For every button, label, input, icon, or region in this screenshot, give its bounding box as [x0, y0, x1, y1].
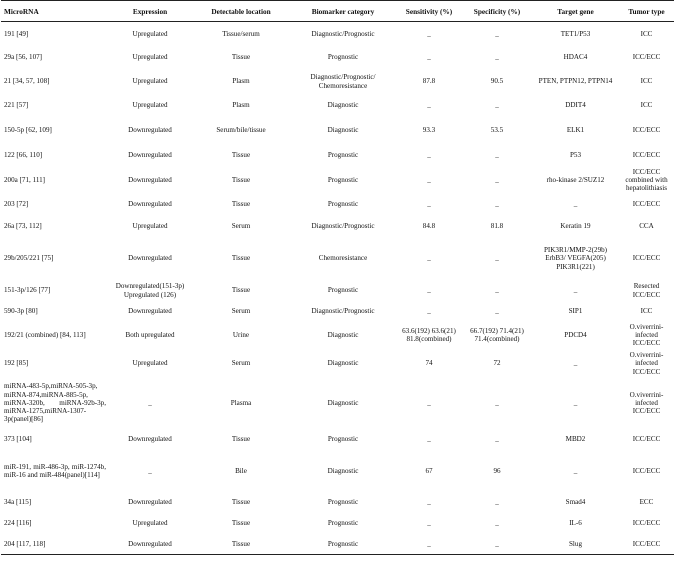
- table-row: [1, 94, 674, 118]
- cell-specificity: _: [495, 286, 499, 295]
- cell-target-gene: _: [573, 199, 578, 208]
- cell-target-gene: Slug: [532, 534, 619, 555]
- cell-specificity: _: [495, 53, 499, 62]
- cell-category: Prognostic: [327, 53, 359, 62]
- cell-specificity: _: [495, 398, 499, 407]
- table-row: [1, 118, 674, 143]
- cell-microrna: 29b/205/221 [75]: [4, 254, 54, 263]
- cell-tumor-type: ICC/ECC: [632, 199, 661, 208]
- cell-category: Prognostic: [327, 150, 359, 159]
- cell-tumor-type: ECC: [639, 497, 654, 506]
- table-row: [1, 513, 674, 534]
- cell-category: Prognostic: [327, 286, 359, 295]
- cell-microrna: 122 [66, 110]: [4, 150, 43, 159]
- cell-tumor-type: ICC: [640, 101, 653, 110]
- cell-expression: Upregulated: [132, 77, 168, 86]
- cell-sensitivity: _: [427, 175, 431, 184]
- cell-tumor-type: ICC: [640, 29, 653, 38]
- cell-target-gene: Keratin 19: [560, 222, 591, 231]
- cell-specificity: _: [495, 435, 499, 444]
- table-row: [1, 216, 674, 238]
- cell-location: Tissue: [231, 435, 251, 444]
- cell-microrna: 590-3p [80]: [4, 306, 38, 315]
- cell-specificity: _: [495, 518, 499, 527]
- cell-category: Prognostic: [327, 497, 359, 506]
- cell-microrna: 204 [117, 118]: [1, 534, 108, 555]
- cell-target-gene: Smad4: [565, 497, 586, 506]
- cell-microrna: 29a [56, 107]: [4, 53, 43, 62]
- cell-sensitivity: _: [427, 518, 431, 527]
- cell-specificity: _: [495, 306, 499, 315]
- cell-tumor-type: ICC/ECC: [632, 518, 661, 527]
- microrna-biomarker-table: [1, 0, 674, 555]
- cell-location: Plasma: [230, 398, 252, 407]
- cell-tumor-type: ICC: [640, 306, 653, 315]
- cell-microrna: 34a [115]: [4, 497, 32, 506]
- cell-specificity: _: [495, 254, 499, 263]
- cell-sensitivity: _: [427, 254, 431, 263]
- cell-expression: Upregulated: [132, 101, 168, 110]
- cell-microrna: 203 [72]: [4, 199, 29, 208]
- cell-location: Serum: [231, 222, 251, 231]
- cell-specificity: _: [495, 29, 499, 38]
- cell-microrna: miR-191, miR-486-3p, miR-1274b, miR-16 and miR-484(panel)[114]: [4, 462, 106, 479]
- header-tumor-type: Tumor type: [619, 1, 674, 22]
- cell-specificity: _: [495, 101, 499, 110]
- cell-category: Diagnostic: [327, 398, 359, 407]
- cell-expression: Upregulated: [132, 359, 168, 368]
- cell-tumor-type: ICC/ECC: [632, 150, 661, 159]
- table-row: [1, 22, 674, 46]
- cell-category: Diagnostic: [327, 359, 359, 368]
- table-row: [1, 143, 674, 168]
- cell-specificity: 66.7(192) 71.4(21) 71.4(combined): [470, 326, 524, 343]
- cell-specificity: _: [495, 175, 499, 184]
- cell-expression: _: [148, 466, 152, 475]
- cell-sensitivity: 84.8: [422, 222, 436, 231]
- cell-location: Tissue: [231, 150, 251, 159]
- cell-tumor-type: O.viverrini-infected ICC/ECC: [629, 390, 664, 416]
- cell-tumor-type: ICC/ECC: [632, 254, 661, 263]
- cell-specificity: _: [462, 534, 532, 555]
- cell-target-gene: PDCD4: [564, 330, 587, 339]
- cell-target-gene: PIK3R1/MMP-2(29b) ErbB3/ VEGFA(205) PIK3R1(221): [543, 246, 608, 271]
- cell-sensitivity: 74: [425, 359, 433, 368]
- cell-sensitivity: _: [427, 101, 431, 110]
- cell-target-gene: _: [573, 398, 578, 407]
- cell-target-gene: MBD2: [565, 435, 586, 444]
- cell-target-gene: _: [573, 286, 578, 295]
- cell-tumor-type: ICC/ECC: [632, 53, 661, 62]
- cell-category: Diagnostic/Prognostic: [311, 222, 375, 231]
- cell-microrna: 373 [104]: [4, 435, 32, 444]
- cell-expression: Downregulated: [128, 150, 172, 159]
- cell-location: Serum: [231, 306, 251, 315]
- cell-target-gene: _: [573, 359, 578, 368]
- cell-expression: Upregulated: [132, 518, 168, 527]
- cell-expression: Both upregulated: [125, 330, 175, 339]
- cell-category: Diagnostic/Prognostic: [311, 29, 375, 38]
- cell-category: Diagnostic: [327, 125, 359, 134]
- cell-location: Tissue: [231, 286, 251, 295]
- header-expression: Expression: [108, 1, 192, 22]
- cell-expression: Downregulated: [128, 254, 172, 263]
- cell-tumor-type: O.viverrini-infected ICC/ECC: [629, 351, 664, 376]
- cell-category: Diagnostic/Prognostic/ Chemoresistance: [310, 73, 376, 90]
- cell-location: Serum/bile/tissue: [216, 125, 266, 134]
- cell-microrna: miRNA-483-5p,miRNA-505-3p, miRNA-874,miRNA-885-5p, miRNA-320b, miRNA-92b-3p, miRNA-1275,miRNA-1307-3p(panel)[86]: [4, 382, 106, 424]
- cell-location: Tissue/serum: [222, 29, 260, 38]
- table-row: [1, 534, 674, 555]
- cell-location: Tissue: [192, 534, 290, 555]
- cell-location: Tissue: [231, 175, 251, 184]
- cell-sensitivity: _: [427, 306, 431, 315]
- cell-sensitivity: _: [427, 286, 431, 295]
- cell-tumor-type: CCA: [639, 222, 654, 231]
- cell-microrna: 191 [49]: [4, 29, 29, 38]
- cell-category: Diagnostic: [327, 330, 359, 339]
- cell-target-gene: PTEN, PTPN12, PTPN14: [538, 77, 613, 86]
- cell-sensitivity: _: [427, 150, 431, 159]
- cell-sensitivity: _: [396, 534, 462, 555]
- cell-location: Serum: [231, 359, 251, 368]
- cell-microrna: 221 [57]: [4, 101, 29, 110]
- header-specificity: Specificity (%): [462, 1, 532, 22]
- table-row: [1, 451, 674, 492]
- cell-sensitivity: 63.6(192) 63.6(21) 81.8(combined): [402, 326, 456, 343]
- cell-sensitivity: _: [427, 29, 431, 38]
- cell-target-gene: rho-kinase 2/SUZ12: [546, 175, 605, 184]
- table-header-row: [1, 1, 674, 22]
- cell-expression: Downregulated: [128, 199, 172, 208]
- cell-target-gene: TET1/P53: [560, 29, 591, 38]
- cell-sensitivity: _: [427, 497, 431, 506]
- cell-sensitivity: 87.8: [422, 77, 436, 86]
- table-row: [1, 378, 674, 429]
- header-biomarker-category: Biomarker category: [290, 1, 396, 22]
- cell-sensitivity: 67: [425, 466, 433, 475]
- cell-microrna: 21 [34, 57, 108]: [4, 77, 50, 86]
- cell-target-gene: IL-6: [569, 518, 582, 527]
- table-row: [1, 238, 674, 280]
- cell-expression: Upregulated: [132, 53, 168, 62]
- cell-expression: Downregulated: [128, 435, 172, 444]
- cell-category: Prognostic: [290, 534, 396, 555]
- cell-location: Bile: [235, 466, 247, 475]
- header-target-gene: Target gene: [532, 1, 619, 22]
- cell-target-gene: DDIT4: [565, 101, 586, 110]
- cell-microrna: 26a [73, 112]: [4, 222, 42, 231]
- cell-location: Tissue: [231, 199, 251, 208]
- cell-tumor-type: ICC/ECC combined with hepatolithiasis: [625, 167, 668, 193]
- cell-expression: Downregulated: [128, 175, 172, 184]
- cell-category: Diagnostic: [327, 466, 359, 475]
- cell-target-gene: ELK1: [566, 125, 585, 134]
- cell-location: Tissue: [231, 53, 251, 62]
- table-row: [1, 168, 674, 193]
- cell-category: Prognostic: [327, 175, 359, 184]
- cell-location: Tissue: [231, 518, 251, 527]
- cell-category: Diagnostic/Prognostic: [311, 306, 375, 315]
- cell-microrna: 192/21 (combined) [84, 113]: [4, 330, 86, 339]
- cell-specificity: _: [495, 199, 499, 208]
- cell-target-gene: _: [573, 466, 578, 475]
- cell-location: Urine: [232, 330, 250, 339]
- table-row: [1, 280, 674, 302]
- cell-microrna: 192 [85]: [4, 359, 29, 368]
- table-row: [1, 70, 674, 94]
- cell-sensitivity: 93.3: [422, 125, 436, 134]
- cell-tumor-type: ICC/ECC: [632, 466, 661, 475]
- cell-specificity: 72: [493, 359, 501, 368]
- header-sensitivity: Sensitivity (%): [396, 1, 462, 22]
- cell-expression: Downregulated: [128, 306, 172, 315]
- cell-sensitivity: _: [427, 398, 431, 407]
- cell-expression: _: [148, 398, 152, 407]
- cell-category: Chemoresistance: [318, 254, 368, 263]
- cell-target-gene: SIP1: [568, 306, 583, 315]
- cell-category: Prognostic: [327, 518, 359, 527]
- cell-specificity: _: [495, 150, 499, 159]
- cell-location: Plasm: [232, 101, 250, 110]
- cell-expression: Downregulated(151-3p) Upregulated (126): [115, 282, 185, 299]
- cell-location: Plasm: [232, 77, 250, 86]
- table-row: [1, 429, 674, 451]
- cell-expression: Upregulated: [132, 29, 168, 38]
- table-row: [1, 492, 674, 513]
- table-row: [1, 302, 674, 321]
- header-microrna: MicroRNA: [1, 1, 108, 22]
- cell-expression: Downregulated: [108, 534, 192, 555]
- cell-sensitivity: _: [427, 199, 431, 208]
- cell-specificity: 90.5: [490, 77, 504, 86]
- header-detectable-location: Detectable location: [192, 1, 290, 22]
- cell-microrna: 200a [71, 111]: [4, 175, 46, 184]
- cell-category: Prognostic: [327, 199, 359, 208]
- cell-tumor-type: O.viverrini-infected ICC/ECC: [629, 322, 664, 348]
- cell-microrna: 150-5p [62, 109]: [4, 125, 52, 134]
- cell-specificity: 81.8: [490, 222, 504, 231]
- cell-microrna: 224 [116]: [4, 518, 32, 527]
- cell-tumor-type: Resected ICC/ECC: [632, 282, 661, 299]
- cell-category: Prognostic: [327, 435, 359, 444]
- cell-sensitivity: _: [427, 53, 431, 62]
- cell-specificity: 96: [493, 466, 501, 475]
- cell-target-gene: P53: [569, 150, 582, 159]
- cell-location: Tissue: [231, 254, 251, 263]
- cell-tumor-type: ICC/ECC: [632, 435, 661, 444]
- table-row: [1, 193, 674, 216]
- cell-specificity: _: [495, 497, 499, 506]
- cell-expression: Downregulated: [128, 497, 172, 506]
- cell-expression: Upregulated: [132, 222, 168, 231]
- cell-microrna: 151-3p/126 [77]: [4, 286, 51, 295]
- cell-category: Diagnostic: [327, 101, 359, 110]
- cell-location: Tissue: [231, 497, 251, 506]
- cell-sensitivity: _: [427, 435, 431, 444]
- cell-target-gene: HDAC4: [563, 53, 588, 62]
- table-row: [1, 350, 674, 378]
- cell-tumor-type: ICC/ECC: [632, 125, 661, 134]
- cell-specificity: 53.5: [490, 125, 504, 134]
- cell-expression: Downregulated: [128, 125, 172, 134]
- table-row: [1, 46, 674, 70]
- cell-tumor-type: ICC/ECC: [619, 534, 674, 555]
- cell-tumor-type: ICC: [640, 77, 653, 86]
- table-row: [1, 321, 674, 350]
